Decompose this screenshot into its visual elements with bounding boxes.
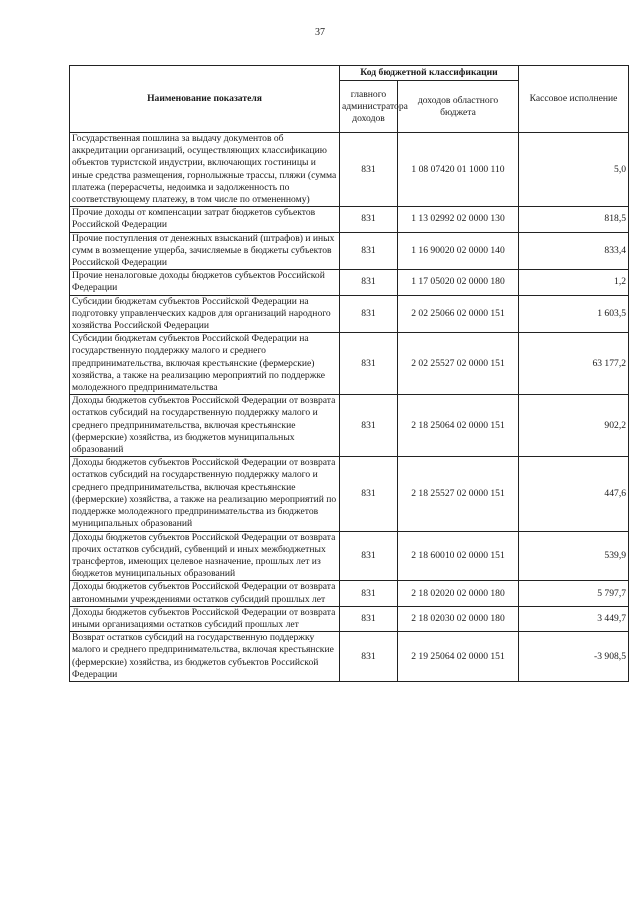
row-budget-code: 1 13 02992 02 0000 130 (398, 207, 519, 232)
row-admin-code: 831 (340, 333, 398, 395)
row-cash-execution: 63 177,2 (519, 333, 629, 395)
table-row (70, 270, 629, 295)
budget-revenue-table (69, 65, 629, 682)
row-budget-code: 1 08 07420 01 1000 110 (398, 133, 519, 207)
row-cash-execution: 1,2 (519, 270, 629, 295)
header-admin: главного администратора доходов (340, 81, 398, 133)
table-row (70, 581, 629, 606)
row-budget-code: 2 18 60010 02 0000 151 (398, 531, 519, 581)
row-budget-code: 1 16 90020 02 0000 140 (398, 232, 519, 270)
header-code: доходов областного бюджета (398, 81, 519, 133)
row-cash-execution: 5 797,7 (519, 581, 629, 606)
row-cash-execution: 833,4 (519, 232, 629, 270)
row-admin-code: 831 (340, 295, 398, 333)
row-name: Доходы бюджетов субъектов Российской Федерации от возврата остатков субсидий на государственную поддержку малого и среднего предпринимательства, включая крестьянские (фермерские) хозяйства, из бюджетов муниципальных образований (70, 395, 340, 457)
table-row (70, 133, 629, 207)
row-name: Доходы бюджетов субъектов Российской Федерации от возврата остатков субсидий на государственную поддержку малого и среднего предпринимательства, включая крестьянские (фермерские) хозяйства, а также на реализацию мероприятий по поддержке молодежного предпринимательства из бюджетов муниципальных образований (70, 457, 340, 531)
row-admin-code: 831 (340, 133, 398, 207)
table-row (70, 457, 629, 531)
header-sum: Кассовое исполнение (519, 66, 629, 133)
row-budget-code: 2 18 02030 02 0000 180 (398, 606, 519, 631)
row-name: Доходы бюджетов субъектов Российской Федерации от возврата иными организациями остатков субсидий прошлых лет (70, 606, 340, 631)
row-admin-code: 831 (340, 457, 398, 531)
table-row (70, 333, 629, 395)
row-budget-code: 2 19 25064 02 0000 151 (398, 632, 519, 682)
header-name: Наименование показателя (70, 66, 340, 133)
table-row (70, 606, 629, 631)
row-cash-execution: -3 908,5 (519, 632, 629, 682)
row-name: Прочие неналоговые доходы бюджетов субъектов Российской Федерации (70, 270, 340, 295)
row-budget-code: 2 18 25064 02 0000 151 (398, 395, 519, 457)
page-number: 37 (315, 27, 325, 38)
row-cash-execution: 539,9 (519, 531, 629, 581)
header-code-group: Код бюджетной классификации (340, 66, 519, 81)
row-cash-execution: 902,2 (519, 395, 629, 457)
row-admin-code: 831 (340, 606, 398, 631)
row-admin-code: 831 (340, 270, 398, 295)
table-row (70, 232, 629, 270)
row-cash-execution: 3 449,7 (519, 606, 629, 631)
row-admin-code: 831 (340, 531, 398, 581)
row-name: Прочие поступления от денежных взысканий (штрафов) и иных сумм в возмещение ущерба, зачисляемые в бюджеты субъектов Российской Федерации (70, 232, 340, 270)
row-budget-code: 2 02 25066 02 0000 151 (398, 295, 519, 333)
row-name: Прочие доходы от компенсации затрат бюджетов субъектов Российской Федерации (70, 207, 340, 232)
table-row (70, 395, 629, 457)
row-admin-code: 831 (340, 581, 398, 606)
row-budget-code: 1 17 05020 02 0000 180 (398, 270, 519, 295)
row-budget-code: 2 02 25527 02 0000 151 (398, 333, 519, 395)
row-name: Субсидии бюджетам субъектов Российской Федерации на подготовку управленческих кадров для организаций народного хозяйства Российской Федерации (70, 295, 340, 333)
row-admin-code: 831 (340, 207, 398, 232)
row-budget-code: 2 18 02020 02 0000 180 (398, 581, 519, 606)
row-cash-execution: 818,5 (519, 207, 629, 232)
row-name: Доходы бюджетов субъектов Российской Федерации от возврата прочих остатков субсидий, субвенций и иных межбюджетных трансфертов, имеющих целевое назначение, прошлых лет из бюджетов муниципальных образований (70, 531, 340, 581)
row-name: Доходы бюджетов субъектов Российской Федерации от возврата автономными учреждениями остатков субсидий прошлых лет (70, 581, 340, 606)
row-name: Государственная пошлина за выдачу документов об аккредитации организаций, осуществляющих классификацию объектов туристской индустрии, включающих гостиницы и иные средства размещения, горнолыжные трассы, пляжи (сумма платежа (перерасчеты, недоимка и задолженность по соответствующему платежу, в том числе по отмененному) (70, 133, 340, 207)
table-row (70, 531, 629, 581)
table-row (70, 632, 629, 682)
row-cash-execution: 1 603,5 (519, 295, 629, 333)
row-cash-execution: 447,6 (519, 457, 629, 531)
row-budget-code: 2 18 25527 02 0000 151 (398, 457, 519, 531)
row-admin-code: 831 (340, 395, 398, 457)
row-name: Субсидии бюджетам субъектов Российской Федерации на государственную поддержку малого и среднего предпринимательства, включая крестьянские (фермерские) хозяйства, а также на реализацию мероприятий по поддержке молодежного предпринимательства (70, 333, 340, 395)
row-admin-code: 831 (340, 632, 398, 682)
row-cash-execution: 5,0 (519, 133, 629, 207)
table-row (70, 207, 629, 232)
table-row (70, 295, 629, 333)
row-name: Возврат остатков субсидий на государственную поддержку малого и среднего предпринимательства, включая крестьянские (фермерские) хозяйства, из бюджетов субъектов Российской Федерации (70, 632, 340, 682)
row-admin-code: 831 (340, 232, 398, 270)
